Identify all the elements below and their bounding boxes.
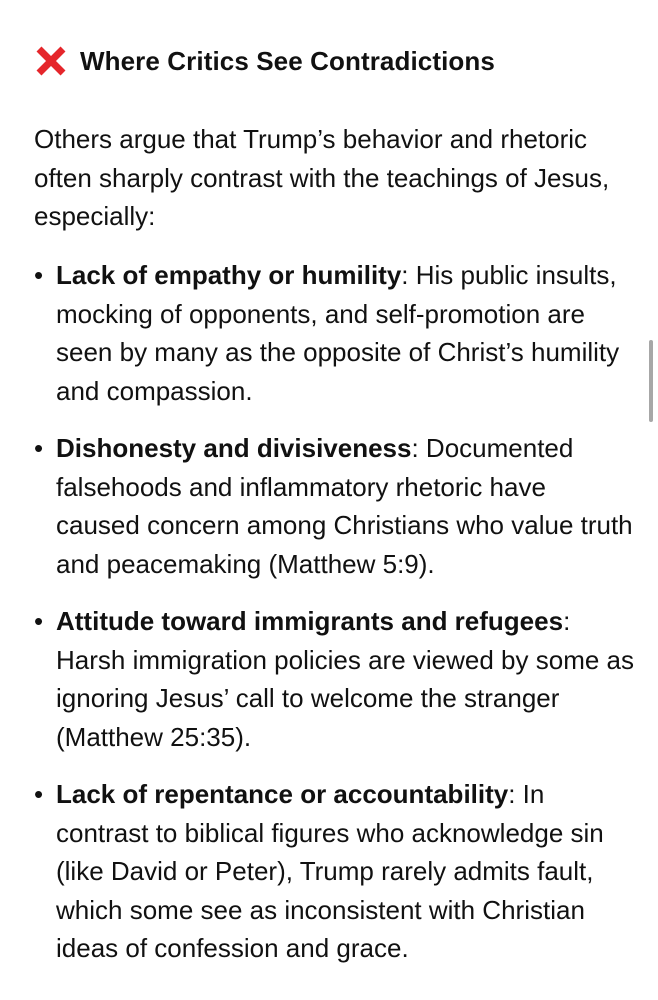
bullet-dot: • [34,260,44,290]
bullet-term: Dishonesty and divisiveness [56,433,412,463]
list-item [34,775,634,968]
list-item [34,602,634,756]
list-item [34,429,634,583]
bullet-text: : In contrast to biblical figures who acknowledge sin (like David or Peter), Trump rarely admits fault, which some see as inconsistent with Christian ideas of confession and grace. [56,779,604,963]
bullet-text: : Documented falsehoods and inflammatory rhetoric have caused concern among Christians who value truth and peacemaking (Matthew 5:9). [56,433,633,579]
bullet-list [34,256,634,987]
bullet-dot: • [34,606,44,636]
bullet-dot: • [34,779,44,809]
list-item [34,256,634,410]
bullet-term: Lack of repentance or accountability [56,779,509,809]
bullet-dot: • [34,433,44,463]
section-heading [34,44,495,78]
bullet-term: Lack of empathy or humility [56,260,402,290]
bullet-text: : His public insults, mocking of opponents, and self-promotion are seen by many as the opposite of Christ’s humility and compassion. [56,260,620,406]
section-title: Where Critics See Contradictions [80,45,495,76]
scrollbar-thumb[interactable] [649,340,653,422]
bullet-term: Attitude toward immigrants and refugees [56,606,564,636]
red-cross-mark-icon [34,44,68,78]
intro-paragraph: Others argue that Trump’s behavior and rhetoric often sharply contrast with the teachings of Jesus, especially: [34,124,610,231]
bullet-text: : Harsh immigration policies are viewed by some as ignoring Jesus’ call to welcome the stranger (Matthew 25:35). [56,606,635,752]
